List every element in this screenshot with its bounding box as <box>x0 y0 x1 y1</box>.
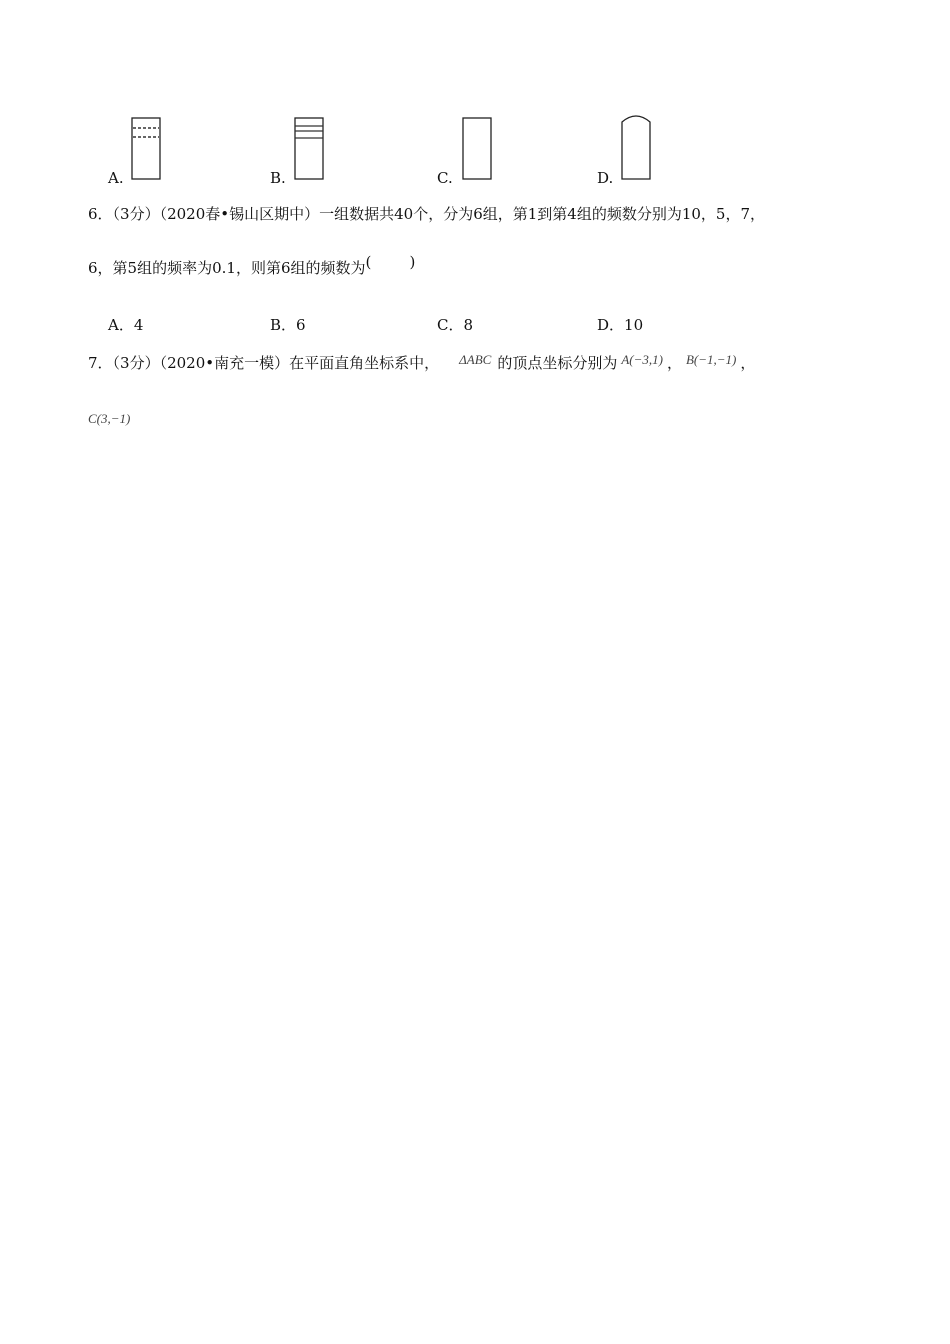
q7-end-comma: ， <box>740 354 756 372</box>
q7-separator: ， <box>666 354 682 372</box>
q6-answer-paren: ( ) <box>365 253 416 271</box>
option-c-letter: C. <box>437 169 453 187</box>
option-b-figure <box>294 117 324 180</box>
q7-point-a: A(−3,1) <box>621 352 663 367</box>
option-d-letter: D. <box>597 169 614 187</box>
q6-option-d: D．10 <box>597 316 644 334</box>
q6-option-b: B．6 <box>270 316 306 334</box>
q6-stem-line-2 <box>88 253 416 278</box>
q6-option-a: A．4 <box>108 316 144 334</box>
q7-stem-middle: 的顶点坐标分别为 <box>497 354 618 372</box>
option-d-figure <box>620 112 652 180</box>
q7-point-c: C(3,−1) <box>88 411 131 426</box>
option-a-figure <box>131 117 161 180</box>
q7-stem-prefix: 7．（3分）（2020•南充一模）在平面直角坐标系中， <box>88 354 440 372</box>
option-c-figure <box>462 117 492 180</box>
q7-stem-line-1 <box>88 353 755 374</box>
option-b-letter: B. <box>270 169 286 187</box>
q6-stem-text: 6，第5组的频率为0.1，则第6组的频数为 <box>88 259 366 277</box>
q6-option-c: C．8 <box>437 316 474 334</box>
option-a-letter: A. <box>108 169 124 187</box>
q7-triangle-formula: ΔABC <box>459 352 492 367</box>
q7-point-b: B(−1,−1) <box>685 352 737 367</box>
q6-stem-line-1: 6．（3分）（2020春•锡山区期中）一组数据共40个，分为6组，第1到第4组的频数分别为10，5，7， <box>88 205 766 223</box>
